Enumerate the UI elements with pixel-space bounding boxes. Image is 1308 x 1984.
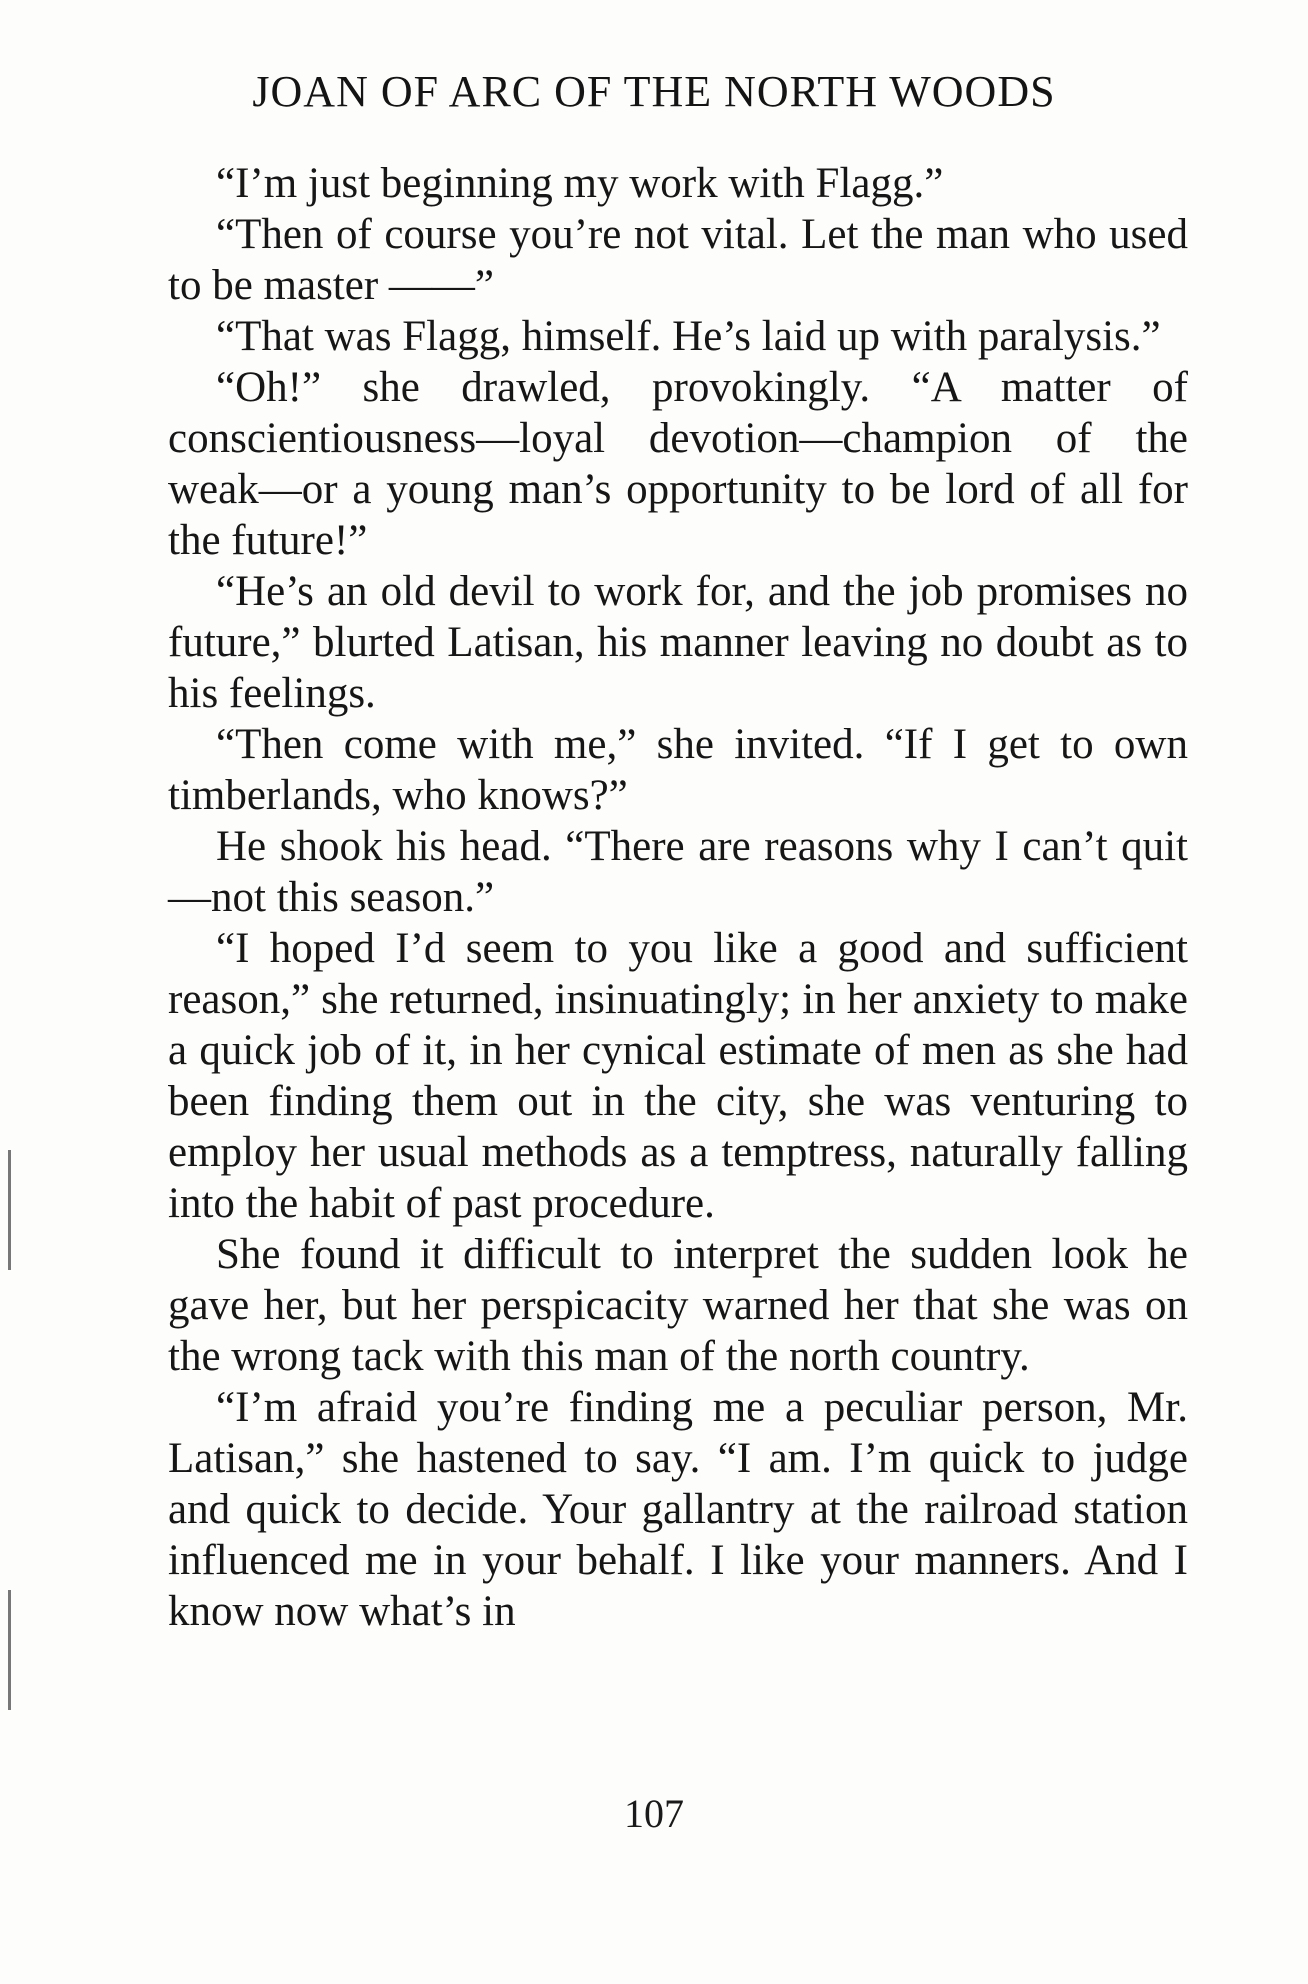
page-edge-shadow-lower [8, 1590, 11, 1710]
paragraph-8: “I hoped I’d seem to you like a good and sufficient reason,” she returned, insinuatingly; in her anxiety to make a quick job of it, in her cynical estimate of men as she had been finding them out in the city, she was venturing to employ her usual methods as a temptress, naturally falling into the habit of past procedure. [168, 925, 1188, 1227]
paragraph-2: “Then of course you’re not vital. Let the man who used to be master ——” [168, 211, 1188, 309]
paragraph-4: “Oh!” she drawled, provokingly. “A matter of conscientiousness—loyal devotion—champion of the weak—or a young man’s opportunity to be lord of all for the future!” [168, 364, 1188, 564]
paragraph-1: “I’m just beginning my work with Flagg.” [216, 160, 944, 207]
paragraph-6: “Then come with me,” she invited. “If I get to own timberlands, who knows?” [168, 721, 1188, 819]
paragraph-3: “That was Flagg, himself. He’s laid up with paralysis.” [216, 313, 1161, 360]
page-edge-shadow [8, 1150, 11, 1270]
page-number: 107 [624, 1791, 684, 1836]
paragraph-7: He shook his head. “There are reasons why I can’t quit—not this season.” [168, 823, 1188, 921]
body-text [168, 158, 1188, 1637]
paragraph-5: “He’s an old devil to work for, and the job promises no future,” blurted Latisan, his manner leaving no doubt as to his feelings. [168, 568, 1188, 717]
paragraph-9: She found it difficult to interpret the sudden look he gave her, but her perspicacity warned her that she was on the wrong tack with this man of the north country. [168, 1231, 1188, 1380]
running-header: JOAN OF ARC OF THE NORTH WOODS [252, 67, 1056, 116]
paragraph-10: “I’m afraid you’re finding me a peculiar person, Mr. Latisan,” she hastened to say. “I am. I’m quick to judge and quick to decide. Your gallantry at the railroad station influenced me in your behalf. I like your manners. And I know now what’s in [168, 1384, 1188, 1635]
